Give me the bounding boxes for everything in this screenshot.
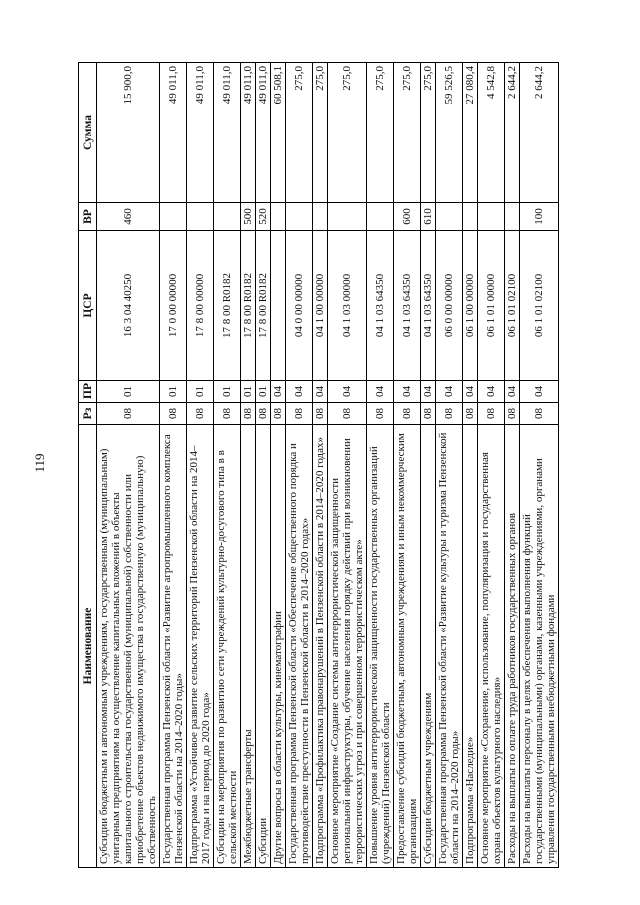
cell-vr — [463, 203, 478, 231]
table-row — [463, 63, 478, 868]
cell-vr — [328, 203, 367, 231]
cell-sum: 275,0 — [367, 63, 394, 203]
table-row — [241, 63, 256, 868]
cell-vr — [187, 203, 214, 231]
cell-name: Государственная программа Пензенской области «Развитие агропромышленного комплекса Пензенской области на 2014–2020 годы» — [160, 425, 187, 868]
cell-sum: 275,0 — [394, 63, 421, 203]
cell-sum: 49 011,0 — [160, 63, 187, 203]
cell-rz: 08 — [214, 403, 241, 425]
cell-vr: 600 — [394, 203, 421, 231]
cell-rz: 08 — [436, 403, 463, 425]
cell-name: Подпрограмма «Наследие» — [463, 425, 478, 868]
cell-vr — [271, 203, 286, 231]
cell-rz: 08 — [421, 403, 436, 425]
cell-rz: 08 — [394, 403, 421, 425]
cell-csr: 17 8 00 R0182 — [256, 231, 271, 381]
budget-table — [78, 62, 559, 868]
cell-name: Субсидии бюджетным и автономным учреждениям, государственным (муниципальным) унитарным предприятиям на осуществление капитальных вложений в объекты капитального строительства государственной (муниципальной) собственности или приобретение объектов недвижимого имущества в государственную (муниципальную) собственность — [97, 425, 160, 868]
cell-sum: 60 508,1 — [271, 63, 286, 203]
cell-pr: 01 — [97, 381, 160, 403]
table-row — [505, 63, 520, 868]
table-row — [160, 63, 187, 868]
header-pr: ПР — [79, 381, 97, 403]
cell-vr — [505, 203, 520, 231]
cell-name: Основное мероприятие «Сохранение, использование, популяризация и государственная охрана объектов культурного наследия» — [478, 425, 505, 868]
cell-name: Субсидии бюджетным учреждениям — [421, 425, 436, 868]
cell-csr: 17 0 00 00000 — [160, 231, 187, 381]
cell-rz: 08 — [328, 403, 367, 425]
cell-vr: 100 — [520, 203, 559, 231]
cell-pr: 04 — [367, 381, 394, 403]
cell-name: Субсидии — [256, 425, 271, 868]
cell-rz: 08 — [367, 403, 394, 425]
cell-csr — [271, 231, 286, 381]
cell-vr — [478, 203, 505, 231]
cell-name: Основное мероприятие «Создание системы антитеррористической защищенности региональной инфраструктуры, обучение населения порядку действий при возникновении террористических угроз и при совершенном террористическом акте» — [328, 425, 367, 868]
cell-rz: 08 — [160, 403, 187, 425]
cell-pr: 04 — [436, 381, 463, 403]
cell-pr: 04 — [463, 381, 478, 403]
table-row — [436, 63, 463, 868]
cell-rz: 08 — [187, 403, 214, 425]
cell-vr: 610 — [421, 203, 436, 231]
cell-vr — [313, 203, 328, 231]
header-sum: Сумма — [79, 63, 97, 203]
header-vr: ВР — [79, 203, 97, 231]
cell-rz: 08 — [286, 403, 313, 425]
cell-csr: 04 0 00 00000 — [286, 231, 313, 381]
cell-pr: 04 — [394, 381, 421, 403]
cell-csr: 04 1 03 00000 — [328, 231, 367, 381]
table-row — [286, 63, 313, 868]
cell-name: Повышение уровня антитеррористической защищенности государственных организаций (учреждений) Пензенской области — [367, 425, 394, 868]
cell-csr: 17 8 00 R0182 — [241, 231, 256, 381]
cell-sum: 275,0 — [328, 63, 367, 203]
cell-pr: 01 — [241, 381, 256, 403]
cell-name: Другие вопросы в области культуры, кинематографии — [271, 425, 286, 868]
cell-pr: 01 — [256, 381, 271, 403]
cell-pr: 01 — [214, 381, 241, 403]
cell-pr: 04 — [271, 381, 286, 403]
cell-name: Межбюджетные трансферты — [241, 425, 256, 868]
cell-pr: 04 — [478, 381, 505, 403]
cell-vr: 500 — [241, 203, 256, 231]
cell-name: Предоставление субсидий бюджетным, автономным учреждениям и иным некоммерческим организациям — [394, 425, 421, 868]
cell-pr: 04 — [421, 381, 436, 403]
cell-sum: 59 526,5 — [436, 63, 463, 203]
header-rz: Рз — [79, 403, 97, 425]
cell-sum: 275,0 — [286, 63, 313, 203]
cell-csr: 06 1 01 02100 — [505, 231, 520, 381]
cell-csr: 17 8 00 R0182 — [214, 231, 241, 381]
header-csr: ЦСР — [79, 231, 97, 381]
cell-rz: 08 — [256, 403, 271, 425]
table-row — [328, 63, 367, 868]
table-row — [394, 63, 421, 868]
cell-rz: 08 — [271, 403, 286, 425]
cell-rz: 08 — [97, 403, 160, 425]
cell-rz: 08 — [313, 403, 328, 425]
table-row — [421, 63, 436, 868]
cell-pr: 04 — [505, 381, 520, 403]
cell-sum: 275,0 — [313, 63, 328, 203]
table-row — [214, 63, 241, 868]
cell-sum: 49 011,0 — [241, 63, 256, 203]
cell-sum: 2 644,2 — [505, 63, 520, 203]
cell-name: Подпрограмма «Профилактика правонарушений в Пензенской области в 2014–2020 годах» — [313, 425, 328, 868]
cell-rz: 08 — [478, 403, 505, 425]
cell-name: Государственная программа Пензенской области «Развитие культуры и туризма Пензенской области на 2014–2020 годы» — [436, 425, 463, 868]
cell-name: Расходы на выплаты персоналу в целях обеспечения выполнения функций государственными (муниципальными) органами, казенными учреждениями, органами управления государственными внебюджетными фондами — [520, 425, 559, 868]
table-body — [97, 63, 559, 868]
cell-rz: 08 — [520, 403, 559, 425]
cell-csr: 06 1 00 00000 — [463, 231, 478, 381]
cell-vr — [214, 203, 241, 231]
cell-vr — [436, 203, 463, 231]
cell-sum: 275,0 — [421, 63, 436, 203]
cell-pr: 01 — [160, 381, 187, 403]
cell-vr — [367, 203, 394, 231]
cell-pr: 04 — [328, 381, 367, 403]
cell-csr: 06 1 01 02100 — [520, 231, 559, 381]
cell-csr: 04 1 03 64350 — [394, 231, 421, 381]
cell-pr: 01 — [187, 381, 214, 403]
cell-vr: 520 — [256, 203, 271, 231]
cell-csr: 16 3 04 40250 — [97, 231, 160, 381]
header-name: Наименование — [79, 425, 97, 868]
table-row — [520, 63, 559, 868]
cell-vr — [286, 203, 313, 231]
cell-sum: 15 900,0 — [97, 63, 160, 203]
cell-sum: 4 542,8 — [478, 63, 505, 203]
cell-sum: 49 011,0 — [214, 63, 241, 203]
table-row — [271, 63, 286, 868]
cell-csr: 06 1 01 00000 — [478, 231, 505, 381]
cell-vr: 460 — [97, 203, 160, 231]
cell-pr: 04 — [313, 381, 328, 403]
cell-name: Расходы на выплаты по оплате труда работников государственных органов — [505, 425, 520, 868]
cell-sum: 2 644,2 — [520, 63, 559, 203]
rotated-page — [78, 63, 613, 868]
cell-csr: 06 0 00 00000 — [436, 231, 463, 381]
table-row — [367, 63, 394, 868]
cell-rz: 08 — [463, 403, 478, 425]
cell-rz: 08 — [505, 403, 520, 425]
cell-sum: 49 011,0 — [256, 63, 271, 203]
cell-sum: 27 080,4 — [463, 63, 478, 203]
cell-csr: 04 1 03 64350 — [421, 231, 436, 381]
header-row — [79, 63, 97, 868]
cell-csr: 17 8 00 00000 — [187, 231, 214, 381]
table-row — [97, 63, 160, 868]
table-row — [187, 63, 214, 868]
cell-pr: 04 — [286, 381, 313, 403]
table-row — [256, 63, 271, 868]
table-row — [313, 63, 328, 868]
table-row — [478, 63, 505, 868]
cell-name: Подпрограмма «Устойчивое развитие сельских территорий Пензенской области на 2014–2017 годы и на период до 2020 года» — [187, 425, 214, 868]
cell-pr: 04 — [520, 381, 559, 403]
cell-csr: 04 1 00 00000 — [313, 231, 328, 381]
cell-name: Субсидии на мероприятия по развитию сети учреждений культурно-досугового типа в в сельской местности — [214, 425, 241, 868]
cell-csr: 04 1 03 64350 — [367, 231, 394, 381]
page-number: 119 — [32, 453, 47, 473]
cell-rz: 08 — [241, 403, 256, 425]
cell-sum: 49 011,0 — [187, 63, 214, 203]
cell-name: Государственная программа Пензенской области «Обеспечение общественного порядка и противодействие преступности в Пензенской области в 2014–2020 годах» — [286, 425, 313, 868]
cell-vr — [160, 203, 187, 231]
